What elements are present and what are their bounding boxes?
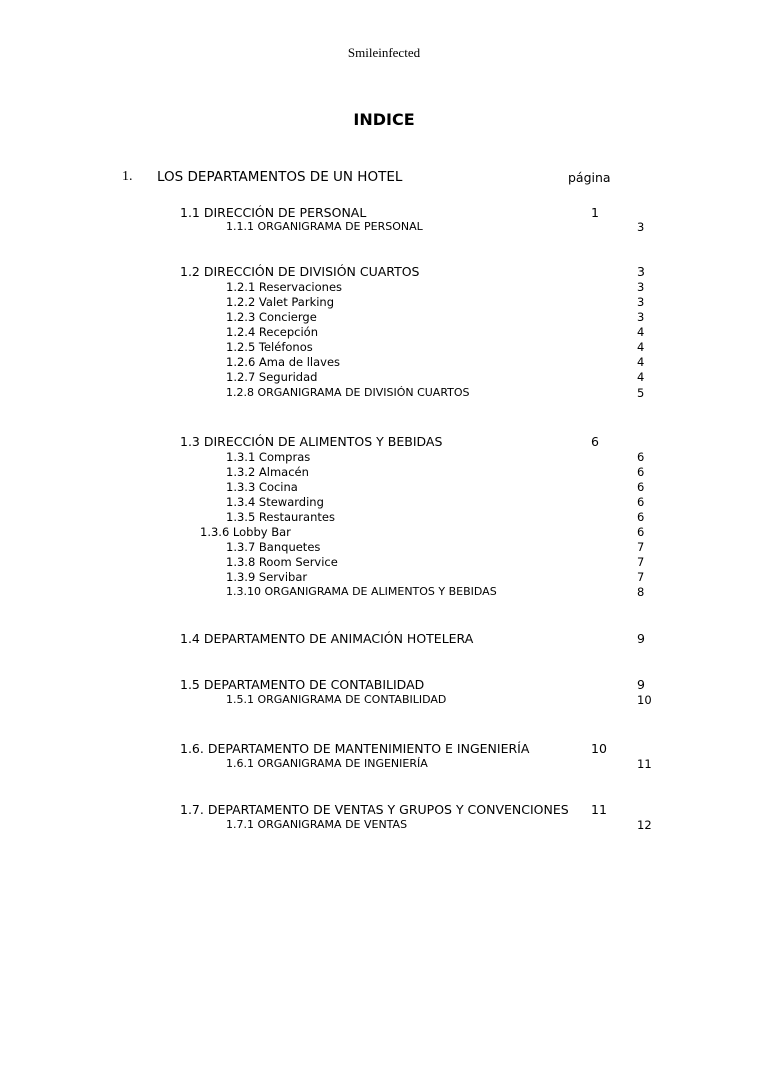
section-title: 1.5 DEPARTAMENTO DE CONTABILIDAD [180, 677, 425, 692]
subsection-title: 1.2.5 Teléfonos [226, 340, 313, 354]
section-page: 6 [591, 434, 599, 449]
section-title: 1.2 DIRECCIÓN DE DIVISIÓN CUARTOS [180, 264, 420, 279]
section-title: 1.1 DIRECCIÓN DE PERSONAL [180, 205, 367, 220]
page-header: Smileinfected [347, 45, 421, 60]
subsection-title: 1.1.1 ORGANIGRAMA DE PERSONAL [226, 220, 423, 233]
section-page: 9 [637, 677, 645, 692]
section-title: 1.6. DEPARTAMENTO DE MANTENIMIENTO E INGENIERÍA [180, 741, 530, 756]
section-page: 1 [591, 205, 599, 220]
subsection-title: 1.2.8 ORGANIGRAMA DE DIVISIÓN CUARTOS [226, 386, 470, 399]
subsection-title: 1.3.10 ORGANIGRAMA DE ALIMENTOS Y BEBIDAS [226, 585, 497, 598]
subsection-page: 8 [637, 585, 645, 599]
subsection-page: 6 [637, 480, 645, 494]
subsection-title: 1.2.2 Valet Parking [226, 295, 335, 309]
subsection-page: 3 [637, 280, 645, 294]
subsection-title: 1.3.9 Servibar [226, 570, 308, 584]
page-column-label: página [568, 170, 611, 185]
subsection-title: 1.7.1 ORGANIGRAMA DE VENTAS [226, 818, 408, 831]
subsection-page: 4 [637, 325, 645, 339]
subsection-title: 1.3.2 Almacén [226, 465, 309, 479]
section-title: 1.7. DEPARTAMENTO DE VENTAS Y GRUPOS Y CONVENCIONES [180, 802, 569, 817]
subsection-page: 4 [637, 340, 645, 354]
section-title: 1.4 DEPARTAMENTO DE ANIMACIÓN HOTELERA [180, 631, 474, 646]
subsection-page: 7 [637, 570, 645, 584]
section-page: 10 [591, 741, 607, 756]
subsection-page: 6 [637, 495, 645, 509]
subsection-title: 1.2.1 Reservaciones [226, 280, 343, 294]
subsection-title: 1.2.6 Ama de llaves [226, 355, 341, 369]
subsection-page: 3 [637, 220, 645, 234]
subsection-title: 1.2.3 Concierge [226, 310, 317, 324]
subsection-title: 1.2.7 Seguridad [226, 370, 318, 384]
subsection-title: 1.2.4 Recepción [226, 325, 319, 339]
section-page: 3 [637, 264, 645, 279]
page-title: INDICE [353, 110, 415, 129]
subsection-title: 1.6.1 ORGANIGRAMA DE INGENIERÍA [226, 757, 428, 770]
chapter-title: LOS DEPARTAMENTOS DE UN HOTEL [157, 169, 403, 185]
subsection-title: 1.3.8 Room Service [226, 555, 338, 569]
subsection-page: 6 [637, 510, 645, 524]
subsection-title: 1.3.1 Compras [226, 450, 311, 464]
subsection-title: 1.3.4 Stewarding [226, 495, 324, 509]
subsection-title: 1.3.6 Lobby Bar [200, 525, 291, 539]
subsection-page: 12 [637, 818, 652, 832]
subsection-page: 4 [637, 370, 645, 384]
section-page: 11 [591, 802, 607, 817]
subsection-page: 4 [637, 355, 645, 369]
subsection-title: 1.3.7 Banquetes [226, 540, 321, 554]
subsection-title: 1.3.3 Cocina [226, 480, 298, 494]
subsection-page: 6 [637, 525, 645, 539]
subsection-page: 3 [637, 310, 645, 324]
subsection-title: 1.3.5 Restaurantes [226, 510, 335, 524]
subsection-page: 3 [637, 295, 645, 309]
subsection-page: 5 [637, 386, 645, 400]
subsection-title: 1.5.1 ORGANIGRAMA DE CONTABILIDAD [226, 693, 447, 706]
subsection-page: 6 [637, 450, 645, 464]
section-page: 9 [637, 631, 645, 646]
subsection-page: 11 [637, 757, 652, 771]
subsection-page: 10 [637, 693, 652, 707]
subsection-page: 6 [637, 465, 645, 479]
section-title: 1.3 DIRECCIÓN DE ALIMENTOS Y BEBIDAS [180, 434, 443, 449]
chapter-number: 1. [122, 169, 133, 184]
subsection-page: 7 [637, 540, 645, 554]
subsection-page: 7 [637, 555, 645, 569]
